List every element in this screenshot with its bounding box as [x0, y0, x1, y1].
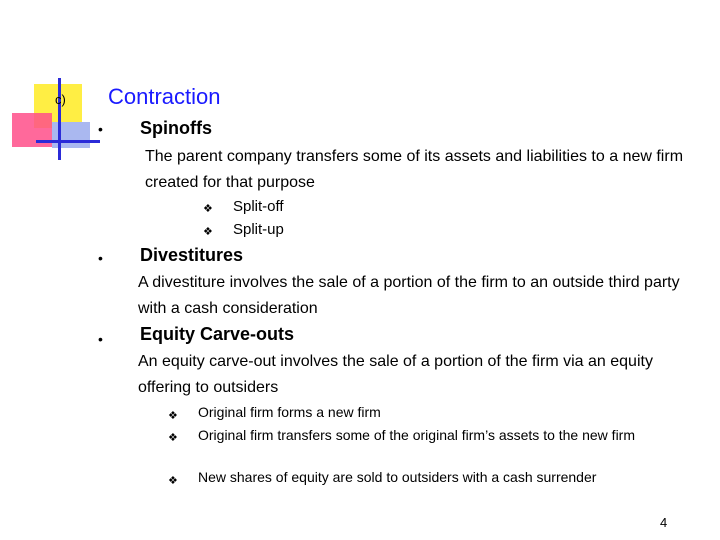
item-body-spinoffs: The parent company transfers some of its assets and liabilities to a new firm created for that purpose: [145, 148, 684, 191]
bullet-icon: •: [98, 121, 103, 137]
diamond-bullet-icon: ❖: [168, 475, 178, 487]
item-heading-equity-carve-outs: Equity Carve-outs: [140, 324, 295, 344]
page-number: 4: [660, 515, 668, 530]
sub-item: Original firm transfers some of the original firm’s assets to the new firm: [198, 427, 636, 443]
diamond-bullet-icon: ❖: [203, 226, 213, 238]
item-body-equity-carve-outs: An equity carve-out involves the sale of a portion of the firm via an equity offering to outsiders: [138, 353, 653, 396]
item-body-divestitures: A divestiture involves the sale of a portion of the firm to an outside third party with a cash consideration: [138, 274, 680, 317]
bullet-icon: •: [98, 331, 103, 347]
diamond-bullet-icon: ❖: [203, 203, 213, 215]
sub-item: Split-up: [233, 221, 284, 238]
sub-item: New shares of equity are sold to outsiders with a cash surrender: [198, 469, 597, 485]
diamond-bullet-icon: ❖: [168, 410, 178, 422]
item-heading-spinoffs: Spinoffs: [140, 118, 212, 138]
bullet-icon: •: [98, 250, 103, 266]
item-heading-divestitures: Divestitures: [140, 245, 244, 265]
sub-item: Original firm forms a new firm: [198, 404, 381, 420]
decoration-horizontal-line: [36, 140, 100, 143]
diamond-bullet-icon: ❖: [168, 432, 178, 444]
slide-title: Contraction: [108, 84, 221, 109]
section-label: c): [55, 92, 66, 107]
decoration-vertical-line: [58, 78, 61, 160]
sub-item: Split-off: [233, 198, 284, 215]
